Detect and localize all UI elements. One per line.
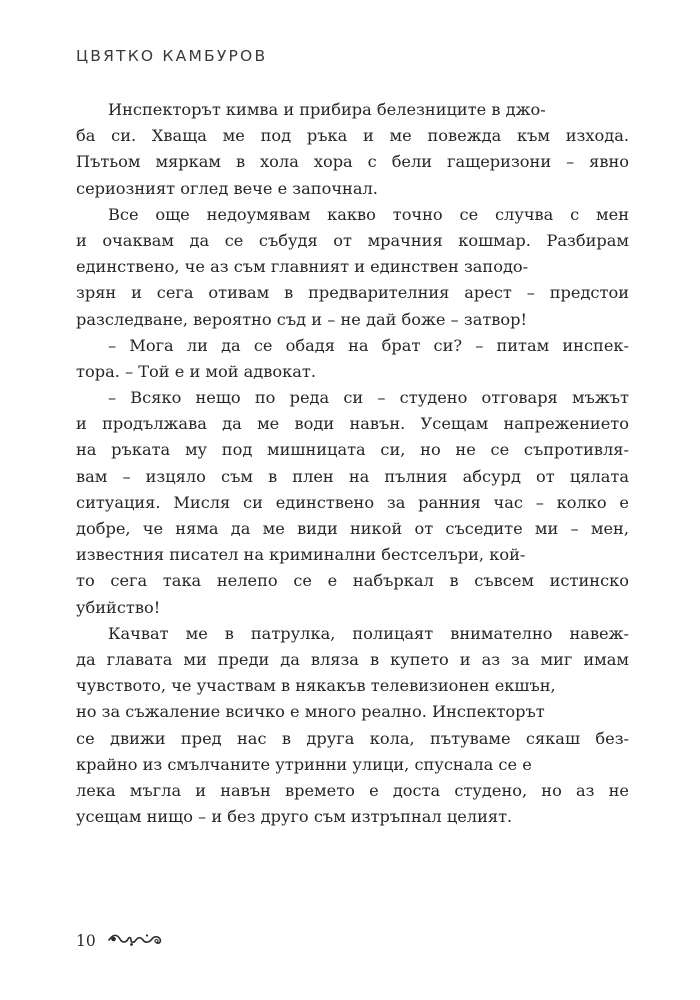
text-line: Качват ме в патрулка, полицаят внимателно навеж-: [108, 623, 629, 643]
text-line: на ръката му под мишницата си, но не се съпротивля-: [76, 440, 629, 460]
text-line: добре, че няма да ме види никой от съседите ми – мен,: [76, 519, 629, 538]
text-line: разследване, вероятно съд и – не дай боже – затвор!: [76, 309, 528, 329]
text-line: Инспекторът кимва и прибира белезниците в джо-: [108, 100, 546, 119]
text-line: ситуация. Мисля си единствено за ранния час – колко е: [76, 492, 629, 512]
text-line: се движи пред нас в друга кола, пътуваме сякаш без-: [76, 728, 629, 748]
text-line: и очаквам да се събудя от мрачния кошмар. Разбирам: [76, 230, 629, 250]
text-line: но за съжаление всичко е много реално. Инспекторът: [76, 702, 545, 722]
text-line: крайно из смълчаните утринни улици, спуснала се е: [76, 754, 532, 774]
text-line: зрян и сега отивам в предварителния арест – предстои: [76, 283, 629, 303]
flourish-ornament-icon: [107, 931, 165, 949]
text-line: сериозният оглед вече е започнал.: [76, 178, 378, 198]
running-head-author: ЦВЯТКО КАМБУРОВ: [76, 47, 268, 65]
text-line: чувството, че участвам в някакъв телевизионен екшън,: [76, 676, 556, 696]
page-number: 10: [76, 932, 96, 950]
text-line: лека мъгла и навън времето е доста студено, но аз не: [76, 780, 629, 800]
page-body: [76, 97, 629, 830]
text-line: убийство!: [76, 597, 161, 617]
text-line: известния писател на криминални бестселъри, кой-: [76, 545, 526, 565]
text-line: усещам нищо – и без друго съм изтръпнал целият.: [76, 807, 513, 827]
text-line: – Мога ли да се обадя на брат си? – питам инспек-: [108, 335, 629, 355]
text-line: да главата ми преди да вляза в купето и аз за миг имам: [76, 649, 629, 669]
text-line: то сега така нелепо се е набъркал в съвсем истинско: [76, 571, 629, 591]
text-line: Все още недоумявам какво точно се случва с мен: [108, 204, 629, 224]
text-line: вам – изцяло съм в плен на пълния абсурд от цялата: [76, 466, 629, 486]
text-line: – Всяко нещо по реда си – студено отговаря мъжът: [108, 388, 629, 408]
text-line: тора. – Той е и мой адвокат.: [76, 361, 316, 381]
text-line: Пътьом мяркам в хола хора с бели гащеризони – явно: [76, 152, 629, 172]
text-line: ба си. Хваща ме под ръка и ме повежда към изхода.: [76, 126, 629, 146]
text-line: единствено, че аз съм главният и единствен заподо-: [76, 257, 529, 277]
text-line: и продължава да ме води навън. Усещам напрежението: [76, 414, 629, 434]
